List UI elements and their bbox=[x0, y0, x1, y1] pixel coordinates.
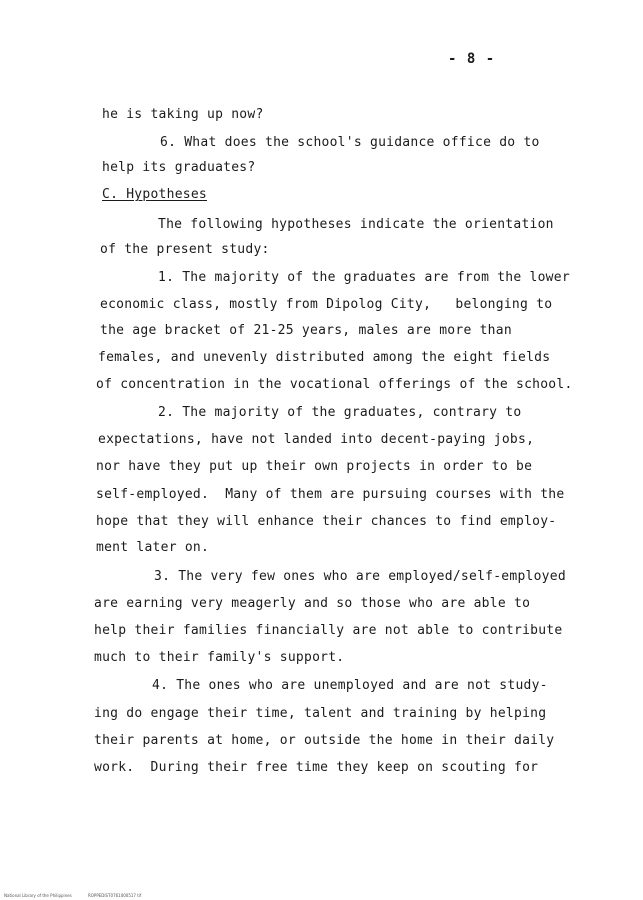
text-line: of concentration in the vocational offerings of the school. bbox=[96, 377, 573, 392]
text-line: much to their family's support. bbox=[94, 650, 345, 665]
text-line: of the present study: bbox=[100, 242, 270, 257]
page-number: - 8 - bbox=[448, 51, 496, 67]
text-line: The following hypotheses indicate the orientation bbox=[158, 217, 554, 232]
text-line: economic class, mostly from Dipolog City, belonging to bbox=[100, 297, 553, 312]
text-line: help its graduates? bbox=[102, 160, 256, 175]
text-line: 4. The ones who are unemployed and are not study- bbox=[152, 678, 548, 693]
section-heading: C. Hypotheses bbox=[102, 187, 207, 202]
text-line: work. During their free time they keep on scouting for bbox=[94, 760, 539, 775]
text-line: nor have they put up their own projects in order to be bbox=[96, 459, 533, 474]
text-line: 6. What does the school's guidance office do to bbox=[160, 135, 540, 150]
text-line: 2. The majority of the graduates, contrary to bbox=[158, 405, 522, 420]
text-line: ing do engage their time, talent and training by helping bbox=[94, 706, 547, 721]
text-line: he is taking up now? bbox=[102, 107, 264, 122]
text-line: 1. The majority of the graduates are from the lower bbox=[158, 270, 570, 285]
text-line: their parents at home, or outside the home in their daily bbox=[94, 733, 555, 748]
text-line: females, and unevenly distributed among the eight fields bbox=[98, 350, 551, 365]
text-line: ment later on. bbox=[96, 540, 210, 555]
footer-library-label: National Library of the Philippines bbox=[4, 893, 72, 898]
text-line: are earning very meagerly and so those who are able to bbox=[94, 596, 531, 611]
text-line: expectations, have not landed into decent-paying jobs, bbox=[98, 432, 535, 447]
text-line: self-employed. Many of them are pursuing courses with the bbox=[96, 487, 565, 502]
footer-file-label: ROPPEDIST0761000517 tif bbox=[88, 893, 142, 898]
text-line: hope that they will enhance their chances to find employ- bbox=[96, 514, 557, 529]
text-line: 3. The very few ones who are employed/self-employed bbox=[154, 569, 566, 584]
text-line: the age bracket of 21-25 years, males are more than bbox=[100, 323, 512, 338]
text-line: help their families financially are not able to contribute bbox=[94, 623, 563, 638]
